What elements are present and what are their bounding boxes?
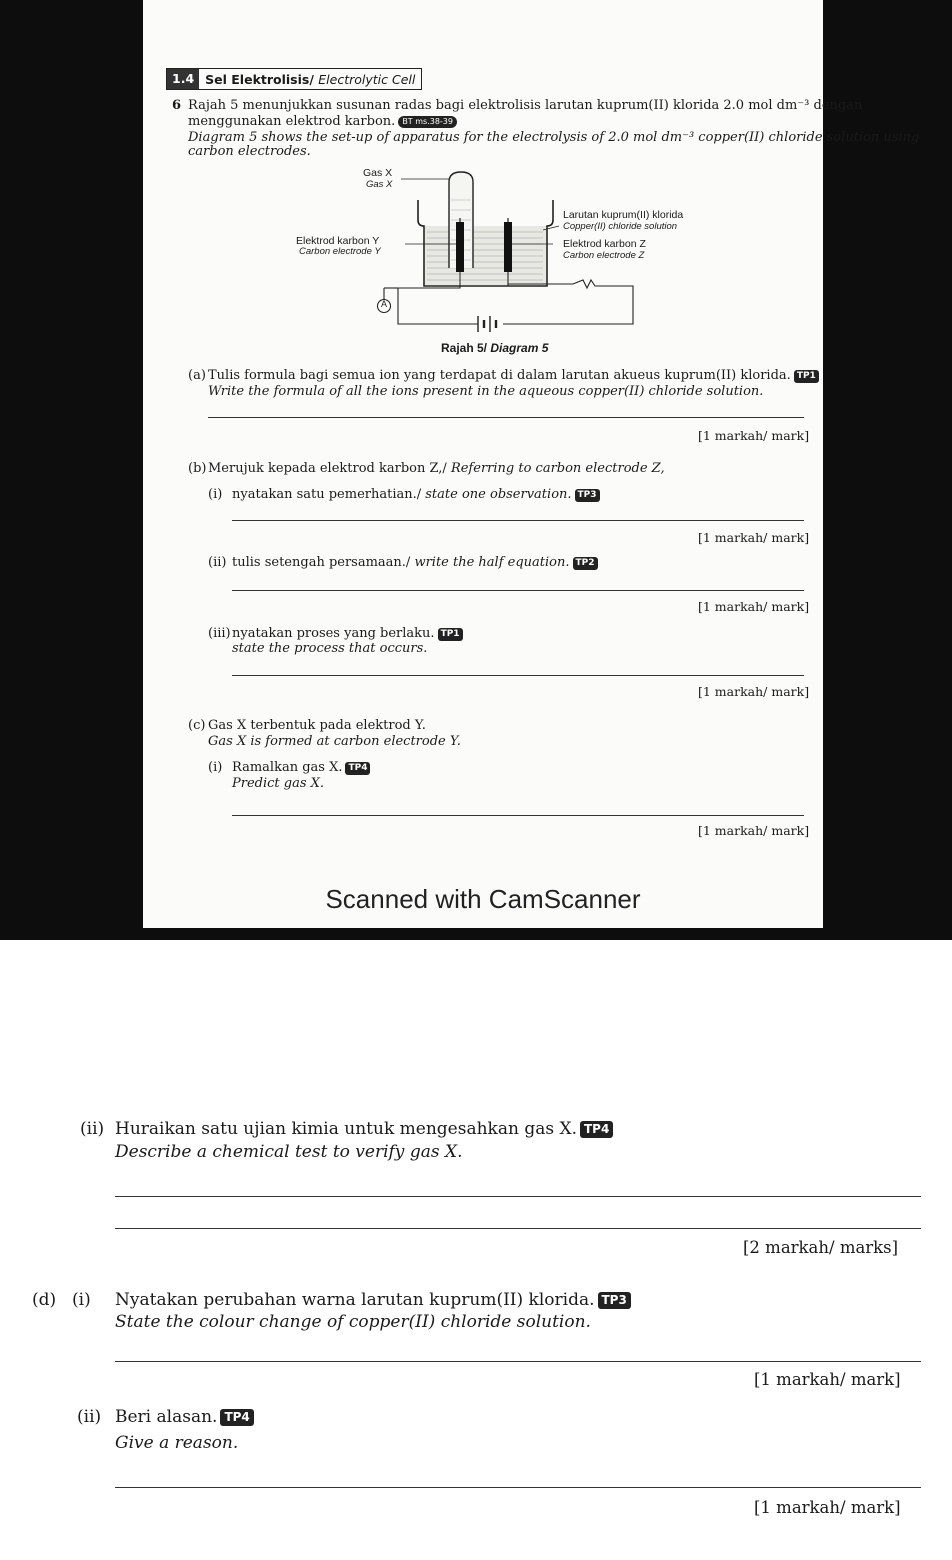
circuit-wire-left bbox=[398, 286, 478, 324]
part-d-i-marks: [1 markah/ mark] bbox=[754, 1370, 901, 1389]
part-b-iii-label: (iii) bbox=[208, 626, 231, 641]
electrode-z-label-en: Carbon electrode Z bbox=[563, 250, 645, 261]
part-c-ii-text-en: Describe a chemical test to verify gas X. bbox=[115, 1142, 463, 1162]
part-d-ii-text-en: Give a reason. bbox=[115, 1433, 239, 1453]
part-a-text: Tulis formula bagi semua ion yang terdapat di dalam larutan akueus kuprum(II) klorida. TP1 bbox=[208, 368, 819, 383]
tp-badge: TP4 bbox=[220, 1409, 253, 1426]
part-b-iii-answer-line[interactable] bbox=[232, 675, 804, 676]
part-b-iii-text-en: state the process that occurs. bbox=[232, 641, 428, 656]
section-number: 1.4 bbox=[167, 69, 199, 89]
tp-badge: TP1 bbox=[438, 628, 463, 641]
part-c-ii-answer-line-1[interactable] bbox=[115, 1196, 921, 1197]
part-a-label: (a) bbox=[188, 368, 206, 383]
question-number: 6 bbox=[172, 98, 182, 113]
part-b-iii-marks: [1 markah/ mark] bbox=[698, 684, 810, 699]
gas-x-label-en: Gas X bbox=[366, 179, 393, 190]
tp-badge: TP3 bbox=[575, 489, 600, 502]
diagram-caption: Rajah 5/ Diagram 5 bbox=[441, 341, 549, 355]
part-d-label: (d) bbox=[32, 1290, 57, 1310]
tp-badge: TP1 bbox=[794, 370, 819, 383]
part-b-ii-marks: [1 markah/ mark] bbox=[698, 599, 810, 614]
question-intro-en: Diagram 5 shows the set-up of apparatus for the electrolysis of 2.0 mol dm⁻³ copper(II) chloride solution using bbox=[188, 130, 920, 145]
part-c-ii-label: (ii) bbox=[80, 1119, 105, 1139]
question-intro-en-2: carbon electrodes. bbox=[188, 144, 311, 159]
part-c-i-label: (i) bbox=[208, 760, 223, 775]
part-d-i-text-en: State the colour change of copper(II) chloride solution. bbox=[115, 1312, 591, 1332]
solution-label-en: Copper(II) chloride solution bbox=[563, 221, 678, 232]
electrode-z bbox=[504, 222, 512, 272]
part-d-ii-marks: [1 markah/ mark] bbox=[754, 1498, 901, 1517]
part-d-ii-text: Beri alasan. TP4 bbox=[115, 1407, 254, 1427]
tp-badge: TP3 bbox=[598, 1292, 631, 1309]
part-c-i-text-en: Predict gas X. bbox=[232, 776, 325, 791]
part-c-i-marks: [1 markah/ mark] bbox=[698, 823, 810, 838]
section-title: Sel Elektrolisis/ Electrolytic Cell bbox=[205, 71, 416, 87]
electrode-z-label: Elektrod karbon Z bbox=[563, 238, 646, 250]
part-b-label: (b) bbox=[188, 461, 207, 476]
part-a-text-en: Write the formula of all the ions present in the aqueous copper(II) chloride solution. bbox=[208, 384, 764, 399]
gas-x-label: Gas X bbox=[363, 167, 393, 179]
part-c-text-en: Gas X is formed at carbon electrode Y. bbox=[208, 734, 461, 749]
part-c-i-answer-line[interactable] bbox=[232, 815, 804, 816]
part-c-label: (c) bbox=[188, 718, 206, 733]
electrolysis-diagram bbox=[143, 160, 823, 360]
part-a-answer-line[interactable] bbox=[208, 417, 804, 418]
part-b-text: Merujuk kepada elektrod karbon Z,/ Referring to carbon electrode Z, bbox=[208, 461, 665, 476]
ammeter-label: A bbox=[381, 299, 388, 309]
part-b-iii-text: nyatakan proses yang berlaku. TP1 bbox=[232, 626, 463, 641]
part-d-ii-answer-line[interactable] bbox=[115, 1487, 921, 1488]
electrode-y-label: Elektrod karbon Y bbox=[296, 235, 380, 247]
part-b-ii-label: (ii) bbox=[208, 555, 227, 570]
part-c-ii-text: Huraikan satu ujian kimia untuk mengesahkan gas X. TP4 bbox=[115, 1119, 613, 1139]
reference-badge: BT ms.38-39 bbox=[398, 116, 457, 128]
part-c-ii-marks: [2 markah/ marks] bbox=[743, 1238, 899, 1257]
solution bbox=[425, 226, 546, 285]
section-header bbox=[166, 68, 422, 90]
tp-badge: TP4 bbox=[345, 762, 370, 775]
tp-badge: TP4 bbox=[580, 1121, 613, 1138]
part-b-i-label: (i) bbox=[208, 487, 223, 502]
part-b-ii-answer-line[interactable] bbox=[232, 590, 804, 591]
part-d-i-text: Nyatakan perubahan warna larutan kuprum(II) klorida. TP3 bbox=[115, 1290, 631, 1310]
solution-label: Larutan kuprum(II) klorida bbox=[563, 209, 684, 221]
part-d-i-answer-line[interactable] bbox=[115, 1361, 921, 1362]
camscanner-watermark: Scanned with CamScanner bbox=[325, 884, 641, 914]
part-b-ii-text: tulis setengah persamaan./ write the half equation. TP2 bbox=[232, 555, 598, 570]
part-c-ii-answer-line-2[interactable] bbox=[115, 1228, 921, 1229]
part-c-text: Gas X terbentuk pada elektrod Y. bbox=[208, 718, 426, 733]
part-b-i-marks: [1 markah/ mark] bbox=[698, 530, 810, 545]
part-a-marks: [1 markah/ mark] bbox=[698, 428, 810, 443]
part-d-i-label: (i) bbox=[72, 1290, 91, 1310]
part-b-i-answer-line[interactable] bbox=[232, 520, 804, 521]
question-intro-ms: Rajah 5 menunjukkan susunan radas bagi elektrolisis larutan kuprum(II) klorida 2.0 mol dm⁻³ dengan bbox=[188, 98, 863, 113]
part-b-i-text: nyatakan satu pemerhatian./ state one observation. TP3 bbox=[232, 487, 600, 502]
part-c-i-text: Ramalkan gas X. TP4 bbox=[232, 760, 370, 775]
part-d-ii-label: (ii) bbox=[77, 1407, 102, 1427]
electrode-y bbox=[456, 222, 464, 272]
question-intro-ms-2: menggunakan elektrod karbon. BT ms.38-39 bbox=[188, 114, 457, 129]
electrode-y-label-en: Carbon electrode Y bbox=[299, 246, 381, 257]
tp-badge: TP2 bbox=[573, 557, 598, 570]
